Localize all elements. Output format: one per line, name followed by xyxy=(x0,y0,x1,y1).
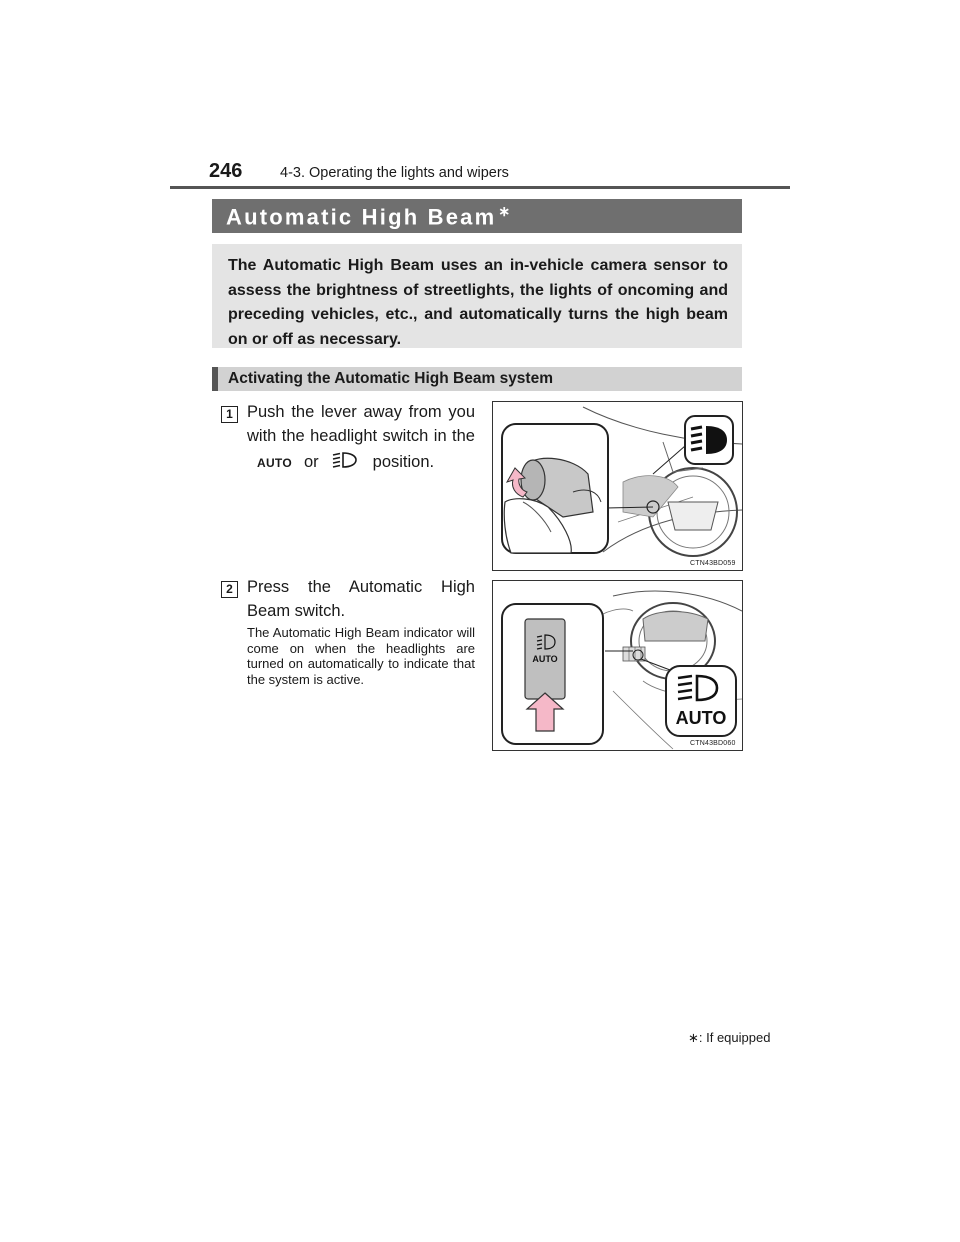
footnote: ∗: If equipped xyxy=(688,1030,771,1045)
page-number: 246 xyxy=(209,160,243,182)
switch-auto-label: AUTO xyxy=(532,654,558,664)
figure-lever-push xyxy=(492,401,743,571)
position-word: position. xyxy=(372,453,435,471)
step-1-text-line2: with the headlight switch in the xyxy=(247,427,475,445)
or-word: or xyxy=(303,453,319,471)
intro-text: The Automatic High Beam uses an in-vehicle camera sensor to assess the brightness of streetlights, the lights of oncoming and preceding vehicles, etc., and automatically turns the high beam on or off as necessary. xyxy=(228,257,728,348)
indicator-auto-label: AUTO xyxy=(675,708,727,728)
equipped-marker: ∗ xyxy=(498,203,511,219)
step-2-number: 2 xyxy=(221,581,238,598)
step-2-note: The Automatic High Beam indicator will come on when the headlights are turned on automatically to indicate that the system is active. xyxy=(247,625,475,687)
lever-illustration xyxy=(493,402,742,570)
auto-position-label: AUTO xyxy=(257,455,292,470)
step-2-text-line2: Beam switch. xyxy=(247,602,346,620)
figure-code: CTN43BD060 xyxy=(690,740,736,747)
headlight-icon xyxy=(331,450,359,475)
section-title: 4-3. Operating the lights and wipers xyxy=(280,165,509,181)
figure-switch-press xyxy=(492,580,743,751)
figure-code: CTN43BD059 xyxy=(690,560,736,567)
step-2-text-line1: Press the Automatic High xyxy=(247,578,475,596)
header-rule xyxy=(170,186,790,189)
switch-illustration xyxy=(493,581,742,750)
subsection-title: Activating the Automatic High Beam system xyxy=(228,370,553,387)
page-title-text: Automatic High Beam xyxy=(226,204,497,230)
step-1-position-line xyxy=(257,450,434,475)
page-title xyxy=(226,203,510,230)
step-1-number: 1 xyxy=(221,406,238,423)
step-1-text-line1: Push the lever away from you xyxy=(247,403,475,421)
